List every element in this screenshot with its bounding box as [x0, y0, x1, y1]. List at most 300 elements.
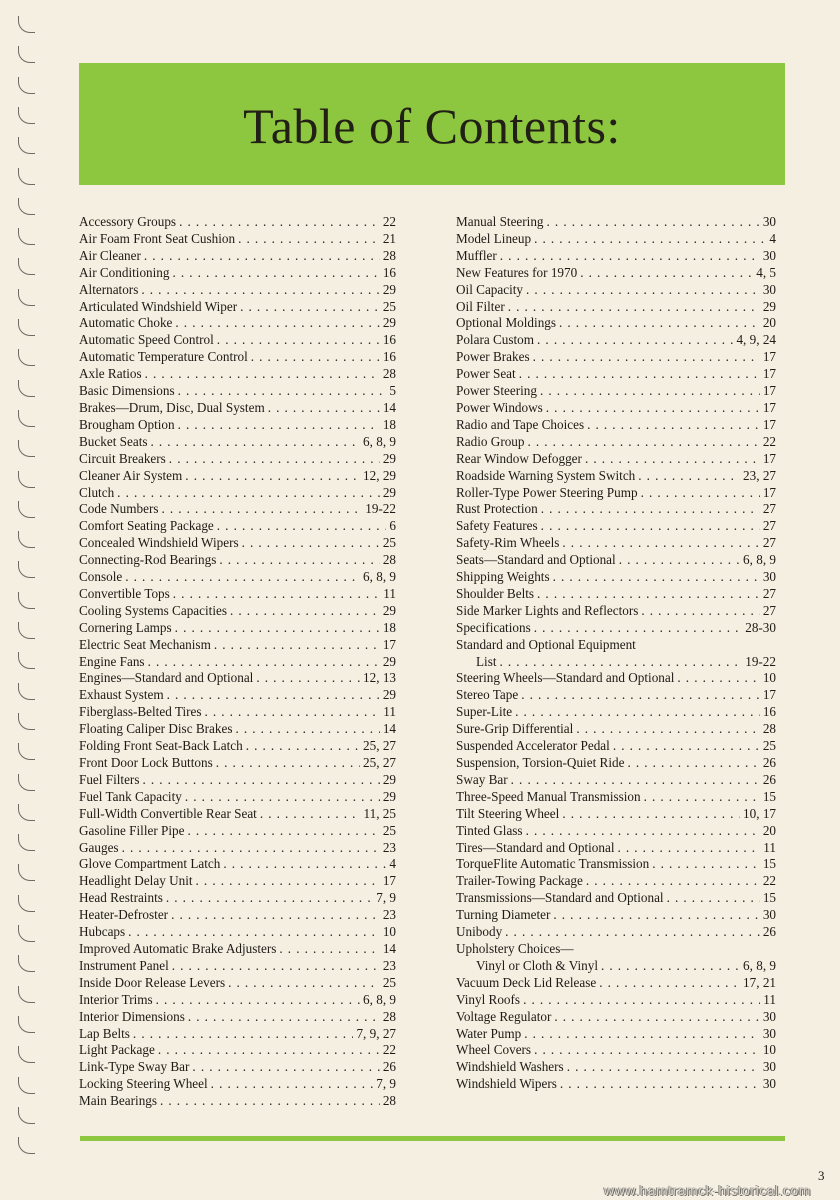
entry-pages: 15: [762, 788, 776, 804]
entry-topic: Automatic Choke: [79, 315, 173, 331]
entry-pages: 23: [382, 957, 396, 973]
entry-topic: Upholstery Choices—: [456, 940, 574, 956]
index-entry: [456, 501, 776, 518]
entry-pages: 28: [382, 1093, 396, 1109]
entry-pages: 29: [382, 281, 396, 297]
dot-leader: [217, 332, 380, 349]
entry-pages: 22: [762, 873, 776, 889]
binding-hole: [18, 743, 35, 760]
entry-topic: Manual Steering: [456, 214, 544, 229]
dot-leader: [156, 992, 360, 1009]
entry-pages: 30: [762, 1076, 776, 1092]
binding-hole: [18, 16, 35, 33]
index-entry: [79, 332, 396, 349]
entry-pages: 17, 21: [743, 974, 776, 990]
entry-pages: 25, 27: [363, 738, 396, 754]
entry-topic: Windshield Washers: [456, 1059, 564, 1075]
entry-pages: 11: [763, 991, 776, 1007]
watermark: www.hamtramck-historical.com: [604, 1182, 811, 1198]
dot-leader: [587, 417, 760, 434]
entry-pages: 16: [382, 264, 396, 280]
index-entry: [79, 1093, 396, 1110]
binding-hole: [18, 228, 35, 245]
entry-topic: Fuel Filters: [79, 771, 140, 787]
dot-leader: [638, 468, 740, 485]
index-entry: [79, 704, 396, 721]
index-entry: [79, 1042, 396, 1059]
dot-leader: [613, 738, 760, 755]
entry-topic: Gasoline Filler Pipe: [79, 822, 185, 838]
binding-hole: [18, 1046, 35, 1063]
entry-pages: 14: [382, 940, 396, 956]
binding-hole: [18, 137, 35, 154]
entry-topic: Engines—Standard and Optional: [79, 670, 254, 686]
entry-topic: Tires—Standard and Optional: [456, 839, 615, 855]
dot-leader: [173, 586, 381, 603]
entry-pages: 7, 9, 27: [356, 1025, 396, 1041]
dot-leader: [172, 265, 379, 282]
binding-hole: [18, 986, 35, 1003]
dot-leader: [601, 958, 740, 975]
footer-rule: [80, 1136, 785, 1141]
index-entry: [79, 231, 396, 248]
binding-hole: [18, 440, 35, 457]
entry-topic: TorqueFlite Automatic Transmission: [456, 856, 650, 872]
dot-leader: [178, 417, 380, 434]
dot-leader: [196, 873, 380, 890]
index-entry: [79, 1009, 396, 1026]
binding-hole: [18, 198, 35, 215]
index-entry: [456, 687, 776, 704]
index-entry: [79, 603, 396, 620]
entry-topic: Inside Door Release Levers: [79, 974, 226, 990]
entry-topic: Rear Window Defogger: [456, 450, 582, 466]
binding-hole: [18, 592, 35, 609]
index-entry: [79, 501, 396, 518]
entry-pages: 14: [382, 721, 396, 737]
entry-pages: 4: [389, 856, 396, 872]
entry-pages: 23: [382, 839, 396, 855]
index-entry: [456, 873, 776, 890]
dot-leader: [228, 975, 380, 992]
index-entry: [79, 315, 396, 332]
entry-topic: Safety-Rim Wheels: [456, 535, 560, 551]
dot-leader: [524, 1026, 760, 1043]
binding-hole: [18, 46, 35, 63]
entry-pages: 26: [762, 771, 776, 787]
entry-topic: Power Brakes: [456, 349, 530, 365]
entry-topic: Basic Dimensions: [79, 383, 175, 399]
dot-leader: [251, 349, 380, 366]
entry-topic: Windshield Wipers: [456, 1076, 557, 1092]
entry-topic: Voltage Regulator: [456, 1008, 552, 1024]
entry-topic: Comfort Seating Package: [79, 518, 214, 534]
binding-hole: [18, 1077, 35, 1094]
binding-hole: [18, 652, 35, 669]
index-entry: [79, 214, 396, 231]
entry-pages: 23: [382, 907, 396, 923]
entry-pages: 28: [382, 247, 396, 263]
dot-leader: [188, 1009, 380, 1026]
entry-topic: Lap Belts: [79, 1025, 130, 1041]
index-entry: [456, 282, 776, 299]
entry-pages: 29: [382, 315, 396, 331]
entry-topic: Oil Filter: [456, 298, 505, 314]
entry-pages: 4, 5: [756, 264, 776, 280]
index-entry: [456, 755, 776, 772]
entry-topic: Axle Ratios: [79, 366, 142, 382]
index-entry: [456, 704, 776, 721]
entry-pages: 11: [383, 585, 396, 601]
index-entry: [456, 1042, 776, 1059]
entry-topic: Roadside Warning System Switch: [456, 467, 636, 483]
index-entry: [79, 620, 396, 637]
index-entry: [456, 806, 776, 823]
index-entry: [456, 670, 776, 687]
entry-topic: Vacuum Deck Lid Release: [456, 974, 597, 990]
entry-pages: 10, 17: [743, 805, 776, 821]
dot-leader: [523, 992, 760, 1009]
entry-topic: Floating Caliper Disc Brakes: [79, 721, 233, 737]
binding-hole: [18, 471, 35, 488]
dot-leader: [562, 535, 759, 552]
entry-pages: 29: [382, 788, 396, 804]
entry-pages: 6, 8, 9: [363, 569, 396, 585]
entry-topic: Clutch: [79, 484, 115, 500]
entry-topic: Connecting-Rod Bearings: [79, 552, 217, 568]
entry-topic: Fiberglass-Belted Tires: [79, 704, 202, 720]
entry-topic: Heater-Defroster: [79, 907, 169, 923]
entry-pages: 12, 29: [363, 467, 396, 483]
entry-topic: Tinted Glass: [456, 822, 523, 838]
dot-leader: [185, 468, 360, 485]
dot-leader: [246, 738, 360, 755]
entry-pages: 19-22: [745, 653, 776, 669]
entry-topic: Rust Protection: [456, 501, 538, 517]
entry-topic: List: [476, 653, 497, 669]
entry-pages: 17: [762, 416, 776, 432]
index-entry: [79, 265, 396, 282]
index-entry: [456, 332, 776, 349]
entry-pages: 25: [382, 298, 396, 314]
entry-topic: Code Numbers: [79, 501, 159, 517]
entry-pages: 30: [762, 214, 776, 229]
index-entry: [456, 569, 776, 586]
index-entry: [456, 417, 776, 434]
dot-leader: [554, 1009, 759, 1026]
index-column-left: [79, 214, 396, 1110]
binding-hole: [18, 1137, 35, 1154]
index-entry: [79, 721, 396, 738]
index-entry: [456, 248, 776, 265]
index-entry: [456, 1059, 776, 1076]
dot-leader: [256, 670, 360, 687]
dot-leader: [238, 231, 380, 248]
dot-leader: [553, 907, 759, 924]
entry-topic: Transmissions—Standard and Optional: [456, 890, 664, 906]
index-entry: [79, 349, 396, 366]
index-entry: [79, 755, 396, 772]
dot-leader: [627, 755, 759, 772]
index-entry: [79, 1076, 396, 1093]
entry-topic: Front Door Lock Buttons: [79, 755, 213, 770]
index-entry: [79, 535, 396, 552]
index-entry: [456, 620, 776, 637]
entry-topic: Muffler: [456, 247, 497, 263]
entry-pages: 30: [762, 1059, 776, 1075]
entry-topic: Suspended Accelerator Pedal: [456, 738, 610, 754]
entry-pages: 25: [382, 535, 396, 551]
entry-pages: 4, 9, 24: [736, 332, 776, 348]
entry-topic: Brougham Option: [79, 416, 175, 432]
entry-topic: Cornering Lamps: [79, 619, 172, 635]
entry-topic: Air Foam Front Seat Cushion: [79, 230, 236, 246]
entry-topic: Power Windows: [456, 399, 543, 415]
index-entry: [79, 975, 396, 992]
entry-pages: 18: [382, 416, 396, 432]
entry-pages: 17: [762, 399, 776, 415]
dot-leader: [641, 603, 759, 620]
index-entry: [79, 400, 396, 417]
index-entry: [456, 924, 776, 941]
dot-leader: [500, 654, 743, 671]
dot-leader: [240, 299, 380, 316]
index-entry: [79, 789, 396, 806]
index-entry: [79, 1026, 396, 1043]
entry-pages: 29: [762, 298, 776, 314]
index-entry: [456, 299, 776, 316]
entry-topic: Radio Group: [456, 433, 525, 449]
dot-leader: [128, 924, 380, 941]
index-entry: [456, 265, 776, 282]
index-entry: [456, 603, 776, 620]
entry-topic: Automatic Temperature Control: [79, 349, 248, 365]
entry-pages: 17: [382, 636, 396, 652]
binding-hole: [18, 77, 35, 94]
entry-topic: Radio and Tape Choices: [456, 416, 585, 432]
entry-topic: Brakes—Drum, Disc, Dual System: [79, 399, 265, 415]
dot-leader: [521, 687, 760, 704]
dot-leader: [141, 282, 379, 299]
entry-pages: 15: [762, 890, 776, 906]
index-entry: [79, 654, 396, 671]
entry-topic: Safety Features: [456, 518, 538, 534]
binding-hole: [18, 683, 35, 700]
binding-hole: [18, 622, 35, 639]
dot-leader: [534, 620, 743, 637]
entry-pages: 22: [382, 214, 396, 229]
index-entry: [456, 1076, 776, 1093]
entry-pages: 18: [382, 619, 396, 635]
dot-leader: [533, 349, 760, 366]
entry-pages: 15: [762, 856, 776, 872]
entry-pages: 22: [382, 1042, 396, 1058]
binding-hole: [18, 168, 35, 185]
entry-pages: 27: [762, 501, 776, 517]
dot-leader: [560, 1076, 760, 1093]
dot-leader: [576, 721, 760, 738]
entry-topic: Trailer-Towing Package: [456, 873, 583, 889]
entry-topic: Accessory Groups: [79, 214, 177, 229]
dot-leader: [541, 501, 760, 518]
index-entry: [79, 586, 396, 603]
index-entry: [79, 890, 396, 907]
entry-topic: Side Marker Lights and Reflectors: [456, 602, 639, 618]
entry-pages: 6, 8, 9: [363, 991, 396, 1007]
dot-leader: [279, 941, 379, 958]
entry-pages: 23, 27: [743, 467, 776, 483]
binding-hole: [18, 955, 35, 972]
index-entry: [79, 417, 396, 434]
entry-topic: Water Pump: [456, 1025, 522, 1041]
entry-topic: Standard and Optional Equipment: [456, 636, 636, 652]
entry-pages: 4: [769, 230, 776, 246]
dot-leader: [185, 789, 380, 806]
entry-pages: 26: [762, 755, 776, 770]
index-entry: [456, 907, 776, 924]
entry-pages: 6, 8, 9: [743, 552, 776, 568]
dot-leader: [619, 552, 740, 569]
entry-pages: 16: [382, 349, 396, 365]
page-number: 3: [818, 1168, 825, 1183]
entry-pages: 11: [763, 839, 776, 855]
entry-pages: 28: [382, 552, 396, 568]
index-entry: [79, 856, 396, 873]
dot-leader: [567, 1059, 760, 1076]
entry-topic: Tilt Steering Wheel: [456, 805, 560, 821]
index-entry: [79, 451, 396, 468]
index-entry: [456, 518, 776, 535]
dot-leader: [519, 366, 760, 383]
dot-leader: [211, 1076, 374, 1093]
index-entry: [456, 1026, 776, 1043]
dot-leader: [145, 366, 380, 383]
entry-topic: Glove Compartment Latch: [79, 856, 221, 872]
entry-pages: 30: [762, 1008, 776, 1024]
dot-leader: [562, 806, 740, 823]
entry-pages: 30: [762, 907, 776, 923]
entry-topic: Headlight Delay Unit: [79, 873, 193, 889]
dot-leader: [148, 654, 380, 671]
dot-leader: [617, 840, 760, 857]
entry-pages: 20: [762, 315, 776, 331]
index-entry: [456, 315, 776, 332]
entry-topic: Bucket Seats: [79, 433, 148, 449]
dot-leader: [166, 890, 373, 907]
entry-topic: Sway Bar: [456, 771, 508, 787]
entry-pages: 29: [382, 771, 396, 787]
entry-topic: Power Steering: [456, 383, 537, 399]
dot-leader: [158, 1042, 380, 1059]
entry-topic: Improved Automatic Brake Adjusters: [79, 940, 277, 956]
index-entry: [79, 637, 396, 654]
index-entry: [456, 1009, 776, 1026]
index-column-right: [456, 214, 776, 1093]
entry-topic: Shoulder Belts: [456, 585, 535, 601]
entry-topic: Electric Seat Mechanism: [79, 636, 211, 652]
dot-leader: [644, 789, 760, 806]
entry-topic: Light Package: [79, 1042, 155, 1058]
entry-pages: 28: [382, 1008, 396, 1024]
entry-pages: 20: [762, 822, 776, 838]
index-entry: [456, 772, 776, 789]
entry-pages: 14: [382, 399, 396, 415]
index-entry: [79, 383, 396, 400]
dot-leader: [541, 518, 760, 535]
entry-pages: 25, 27: [363, 755, 396, 770]
entry-topic: Head Restraints: [79, 890, 163, 906]
entry-pages: 29: [382, 653, 396, 669]
entry-pages: 6: [389, 518, 396, 534]
index-entry: [79, 282, 396, 299]
index-entry: [456, 975, 776, 992]
entry-pages: 29: [382, 687, 396, 703]
index-entry: [456, 468, 776, 485]
dot-leader: [580, 265, 753, 282]
dot-leader: [586, 873, 760, 890]
index-entry: [79, 687, 396, 704]
dot-leader: [260, 806, 361, 823]
entry-pages: 28-30: [745, 619, 776, 635]
dot-leader: [515, 704, 760, 721]
dot-leader: [160, 1093, 380, 1110]
entry-pages: 30: [762, 1025, 776, 1041]
entry-pages: 29: [382, 484, 396, 500]
dot-leader: [641, 485, 760, 502]
entry-pages: 17: [762, 687, 776, 703]
entry-topic: Sure-Grip Differential: [456, 721, 574, 737]
entry-topic: Stereo Tape: [456, 687, 519, 703]
index-entry: [79, 823, 396, 840]
index-entry: [79, 248, 396, 265]
entry-pages: 5: [389, 383, 396, 399]
entry-pages: 6, 8, 9: [363, 433, 396, 449]
entry-pages: 25: [762, 738, 776, 754]
dot-leader: [526, 282, 760, 299]
entry-topic: Wheel Covers: [456, 1042, 532, 1058]
entry-topic: Articulated Windshield Wiper: [79, 298, 238, 314]
index-entry: [79, 1059, 396, 1076]
index-entry: [456, 451, 776, 468]
index-entry: [456, 485, 776, 502]
entry-topic: Cleaner Air System: [79, 467, 183, 483]
dot-leader: [223, 856, 386, 873]
entry-pages: 11, 25: [363, 805, 396, 821]
entry-topic: Main Bearings: [79, 1093, 158, 1109]
index-entry: [456, 383, 776, 400]
dot-leader: [559, 315, 760, 332]
entry-topic: Unibody: [456, 924, 503, 940]
entry-topic: Locking Steering Wheel: [79, 1076, 208, 1092]
entry-topic: Hubcaps: [79, 924, 126, 940]
index-entry: [456, 738, 776, 755]
dot-leader: [667, 890, 760, 907]
binding-hole: [18, 380, 35, 397]
index-entry: [79, 434, 396, 451]
entry-topic: Air Conditioning: [79, 264, 170, 280]
entry-topic: Circuit Breakers: [79, 450, 166, 466]
dot-leader: [553, 569, 760, 586]
index-entry: [79, 485, 396, 502]
entry-topic: Fuel Tank Capacity: [79, 788, 182, 804]
binding-hole: [18, 258, 35, 275]
dot-leader: [204, 704, 380, 721]
index-entry: [456, 214, 776, 231]
index-entry: [456, 366, 776, 383]
entry-topic: Automatic Speed Control: [79, 332, 214, 348]
entry-pages: 25: [382, 822, 396, 838]
entry-pages: 28: [382, 366, 396, 382]
